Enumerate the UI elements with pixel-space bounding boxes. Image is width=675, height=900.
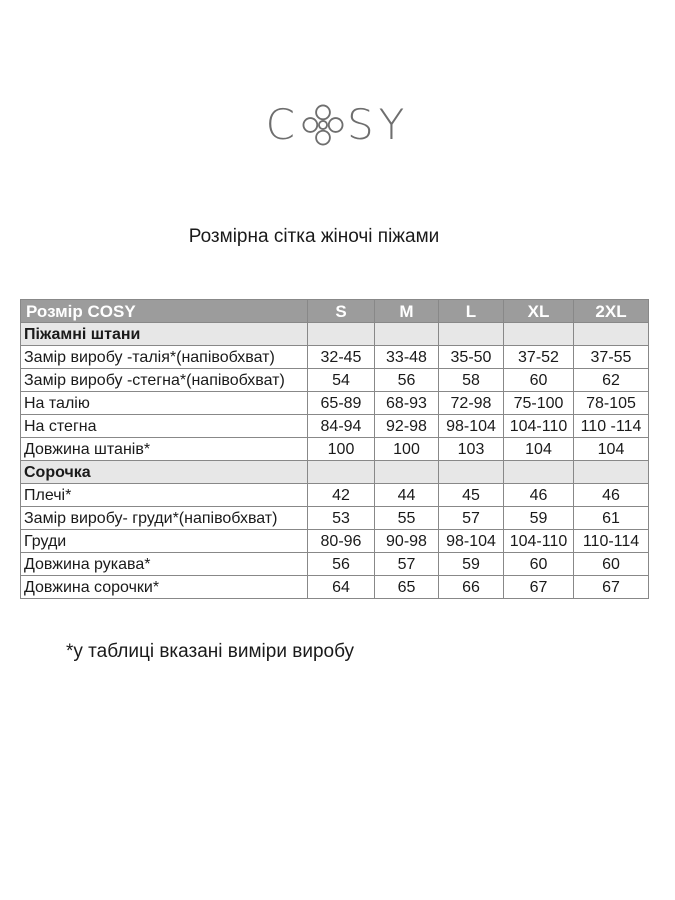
header-size-2xl: 2XL	[574, 300, 649, 323]
section-empty-cell	[308, 323, 375, 346]
row-value: 100	[375, 438, 439, 461]
row-label: Замір виробу -талія*(напівобхват)	[21, 346, 308, 369]
row-value: 84-94	[308, 415, 375, 438]
footnote: *у таблиці вказані виміри виробу	[66, 641, 355, 662]
row-value: 57	[439, 507, 504, 530]
section-empty-cell	[439, 461, 504, 484]
table-row	[21, 553, 649, 576]
row-value: 103	[439, 438, 504, 461]
header-size-label: Розмір COSY	[21, 300, 308, 323]
row-value: 54	[308, 369, 375, 392]
row-value: 110-114	[574, 530, 649, 553]
table-row	[21, 346, 649, 369]
section-empty-cell	[375, 461, 439, 484]
section-empty-cell	[375, 323, 439, 346]
row-value: 35-50	[439, 346, 504, 369]
header-size-xl: XL	[504, 300, 574, 323]
row-value: 67	[504, 576, 574, 599]
logo-text-left: C	[265, 100, 300, 149]
section-empty-cell	[574, 461, 649, 484]
row-value: 62	[574, 369, 649, 392]
logo-knot-icon	[300, 102, 346, 148]
row-value: 61	[574, 507, 649, 530]
row-value: 60	[504, 369, 574, 392]
row-value: 45	[439, 484, 504, 507]
header-size-m: M	[375, 300, 439, 323]
table-row	[21, 530, 649, 553]
section-row	[21, 323, 649, 346]
table-row	[21, 438, 649, 461]
row-label: На стегна	[21, 415, 308, 438]
row-value: 110 -114	[574, 415, 649, 438]
section-empty-cell	[308, 461, 375, 484]
section-empty-cell	[504, 461, 574, 484]
row-value: 104-110	[504, 415, 574, 438]
row-value: 68-93	[375, 392, 439, 415]
row-label: Довжина рукава*	[21, 553, 308, 576]
section-title: Піжамні штани	[21, 323, 308, 346]
row-value: 80-96	[308, 530, 375, 553]
table-row	[21, 507, 649, 530]
row-value: 53	[308, 507, 375, 530]
row-label: Замір виробу- груди*(напівобхват)	[21, 507, 308, 530]
row-value: 44	[375, 484, 439, 507]
row-value: 46	[504, 484, 574, 507]
table-row	[21, 484, 649, 507]
row-value: 104	[574, 438, 649, 461]
row-value: 64	[308, 576, 375, 599]
row-value: 37-55	[574, 346, 649, 369]
table-row	[21, 369, 649, 392]
logo-text-right: SY	[347, 100, 410, 149]
row-value: 66	[439, 576, 504, 599]
row-value: 42	[308, 484, 375, 507]
size-table	[20, 299, 649, 599]
row-value: 92-98	[375, 415, 439, 438]
row-value: 56	[375, 369, 439, 392]
section-empty-cell	[439, 323, 504, 346]
header-size-s: S	[308, 300, 375, 323]
section-empty-cell	[504, 323, 574, 346]
row-value: 57	[375, 553, 439, 576]
section-row	[21, 461, 649, 484]
table-header-row	[21, 300, 649, 323]
row-value: 100	[308, 438, 375, 461]
row-value: 59	[504, 507, 574, 530]
row-value: 56	[308, 553, 375, 576]
page-title: Розмірна сітка жіночі піжами	[188, 226, 440, 247]
row-value: 75-100	[504, 392, 574, 415]
row-value: 58	[439, 369, 504, 392]
row-value: 72-98	[439, 392, 504, 415]
row-value: 60	[574, 553, 649, 576]
header-size-l: L	[439, 300, 504, 323]
row-label: Груди	[21, 530, 308, 553]
row-label: Плечі*	[21, 484, 308, 507]
row-value: 55	[375, 507, 439, 530]
table-row	[21, 576, 649, 599]
row-value: 98-104	[439, 415, 504, 438]
row-value: 37-52	[504, 346, 574, 369]
row-value: 65-89	[308, 392, 375, 415]
row-value: 67	[574, 576, 649, 599]
row-value: 33-48	[375, 346, 439, 369]
row-label: Замір виробу -стегна*(напівобхват)	[21, 369, 308, 392]
row-value: 32-45	[308, 346, 375, 369]
cosy-logo	[0, 100, 675, 150]
row-value: 90-98	[375, 530, 439, 553]
table-row	[21, 392, 649, 415]
row-value: 60	[504, 553, 574, 576]
row-label: Довжина сорочки*	[21, 576, 308, 599]
row-value: 59	[439, 553, 504, 576]
row-value: 104-110	[504, 530, 574, 553]
row-value: 98-104	[439, 530, 504, 553]
table-row	[21, 415, 649, 438]
row-value: 104	[504, 438, 574, 461]
row-label: На талію	[21, 392, 308, 415]
row-value: 65	[375, 576, 439, 599]
row-value: 78-105	[574, 392, 649, 415]
row-value: 46	[574, 484, 649, 507]
section-title: Сорочка	[21, 461, 308, 484]
row-label: Довжина штанів*	[21, 438, 308, 461]
section-empty-cell	[574, 323, 649, 346]
